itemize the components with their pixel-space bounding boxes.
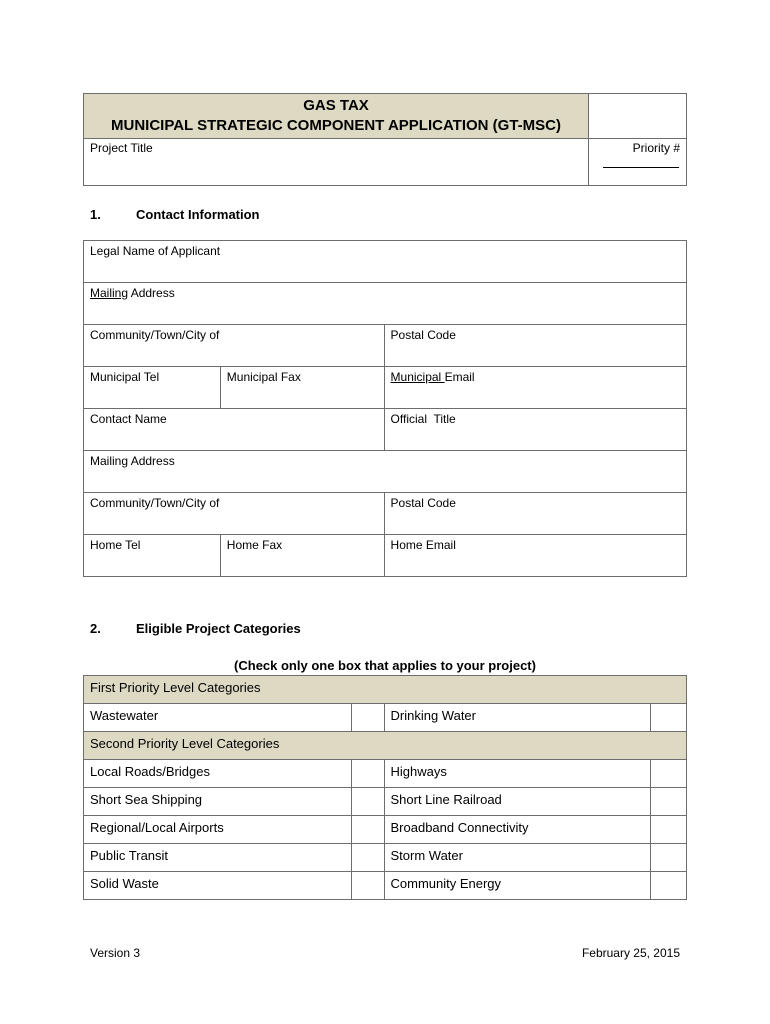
priority-label: Priority # [632, 141, 680, 155]
contact-name-field[interactable] [84, 409, 385, 451]
community-label: Community/Town/City of [90, 328, 220, 342]
category-checkbox-public-transit[interactable] [351, 844, 384, 872]
community-field[interactable] [84, 325, 385, 367]
category-label-right: Drinking Water [384, 704, 651, 732]
home-email-field[interactable] [384, 535, 686, 577]
home-mailing-address-field[interactable] [84, 451, 687, 493]
category-label-right: Broadband Connectivity [384, 816, 651, 844]
category-label-right: Storm Water [384, 844, 651, 872]
section-1-number: 1. [90, 207, 101, 222]
categories-instruction: (Check only one box that applies to your project) [234, 658, 536, 673]
project-categories-table [83, 675, 687, 900]
category-checkbox-broadband[interactable] [651, 816, 687, 844]
category-checkbox-local-roads[interactable] [351, 760, 384, 788]
category-row [84, 872, 687, 900]
category-label-left: Short Sea Shipping [84, 788, 352, 816]
priority-field[interactable] [589, 139, 687, 186]
municipal-fax-field[interactable] [220, 367, 384, 409]
footer-version: Version 3 [90, 946, 141, 960]
category-checkbox-wastewater[interactable] [351, 704, 384, 732]
mailing-address-label: Mailing Address [90, 454, 175, 468]
category-checkbox-solid-waste[interactable] [351, 872, 384, 900]
postal-code-field[interactable] [384, 325, 686, 367]
form-title: GAS TAX [303, 97, 369, 114]
form-title-cell [84, 94, 589, 139]
category-checkbox-short-sea-shipping[interactable] [351, 788, 384, 816]
mailing-word: Mailing [90, 286, 129, 300]
municipal-tel-label: Municipal Tel [90, 370, 160, 384]
home-community-field[interactable] [84, 493, 385, 535]
postal-code-label: Postal Code [390, 328, 456, 342]
category-label-left: Regional/Local Airports [84, 816, 352, 844]
category-checkbox-short-line-railroad[interactable] [651, 788, 687, 816]
category-row [84, 760, 687, 788]
priority-entry-line[interactable] [603, 167, 679, 168]
category-checkbox-drinking-water[interactable] [651, 704, 687, 732]
category-row [84, 788, 687, 816]
section-2-title: Eligible Project Categories [136, 621, 301, 636]
section-2-number: 2. [90, 621, 101, 636]
address-word: Address [128, 286, 175, 300]
email-word: Email [444, 370, 475, 384]
header-blank-cell [589, 94, 687, 139]
category-row [84, 816, 687, 844]
category-row [84, 844, 687, 872]
legal-name-field[interactable] [84, 241, 687, 283]
official-title-label: Official Title [390, 412, 456, 426]
contact-name-label: Contact Name [90, 412, 167, 426]
municipal-tel-field[interactable] [84, 367, 221, 409]
section-1-heading [90, 207, 260, 222]
postal-code-label-2: Postal Code [390, 496, 456, 510]
mailing-address-field[interactable] [84, 283, 687, 325]
category-label-left: Local Roads/Bridges [84, 760, 352, 788]
category-label-left: Public Transit [84, 844, 352, 872]
category-label-right: Highways [384, 760, 651, 788]
municipal-word: Municipal [390, 370, 445, 384]
project-title-field[interactable] [84, 139, 589, 186]
home-tel-label: Home Tel [90, 538, 141, 552]
form-subtitle: MUNICIPAL STRATEGIC COMPONENT APPLICATION (GT-MSC) [111, 117, 561, 134]
legal-name-label: Legal Name of Applicant [90, 244, 221, 258]
home-fax-field[interactable] [220, 535, 384, 577]
section-1-title: Contact Information [136, 207, 260, 222]
home-tel-field[interactable] [84, 535, 221, 577]
form-header [83, 93, 687, 186]
official-title-field[interactable] [384, 409, 686, 451]
community-label-2: Community/Town/City of [90, 496, 220, 510]
second-priority-header: Second Priority Level Categories [84, 732, 687, 760]
category-checkbox-airports[interactable] [351, 816, 384, 844]
footer-date: February 25, 2015 [581, 946, 680, 960]
category-checkbox-highways[interactable] [651, 760, 687, 788]
home-email-label: Home Email [390, 538, 456, 552]
municipal-fax-label: Municipal Fax [226, 370, 301, 384]
municipal-email-field[interactable] [384, 367, 686, 409]
home-fax-label: Home Fax [226, 538, 283, 552]
category-label-right: Short Line Railroad [384, 788, 651, 816]
home-postal-code-field[interactable] [384, 493, 686, 535]
section-2-heading [90, 621, 301, 636]
category-row [84, 704, 687, 732]
project-title-label: Project Title [90, 141, 153, 155]
contact-information-table [83, 240, 687, 577]
first-priority-header: First Priority Level Categories [84, 676, 687, 704]
category-label-left: Solid Waste [84, 872, 352, 900]
category-checkbox-storm-water[interactable] [651, 844, 687, 872]
category-checkbox-community-energy[interactable] [651, 872, 687, 900]
category-label-left: Wastewater [84, 704, 352, 732]
category-label-right: Community Energy [384, 872, 651, 900]
